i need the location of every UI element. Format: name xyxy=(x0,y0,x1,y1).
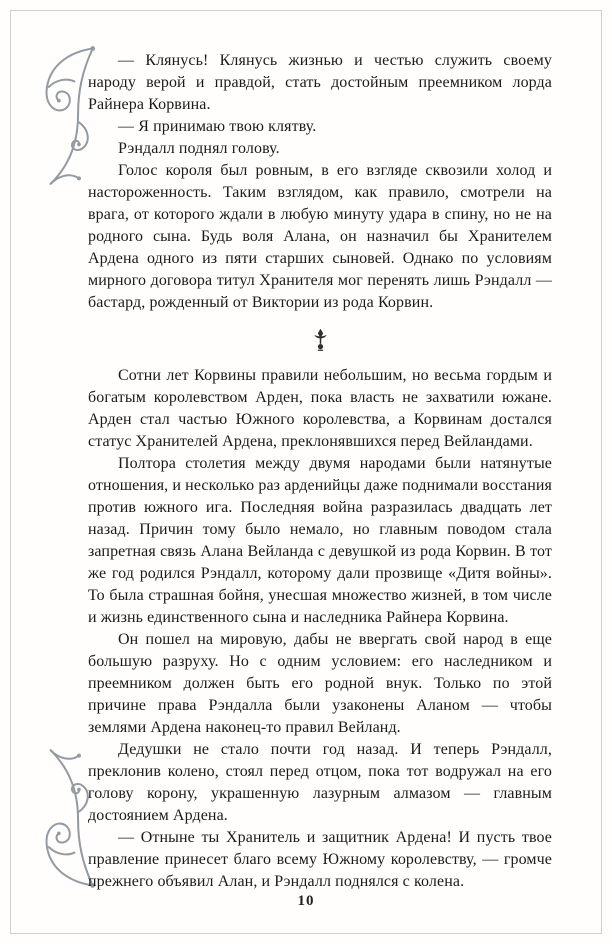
paragraph: Голос короля был ровным, в его взгляде сквозили холод и настороженность. Таким взглядом, как правило, смотрели на врага, от которого ждали в любую минуту удара в спину, но не на родного сына. Будь воля Алана, он назначил бы Хранителем Ардена одного из пяти старших сыновей. Однако по условиям мирного договора титул Хранителя мог перенять лишь Рэндалл — бастард, рожденный от Виктории из рода Корвин. xyxy=(88,162,552,311)
page-number: 10 xyxy=(297,893,315,909)
paragraph-dialogue: — Отныне ты Хранитель и защитник Ардена! И пусть твое правление принесет благо всему Южному королевству, — громче прежнего объявил Алан, и Рэндалл поднялся с колена. xyxy=(88,829,552,890)
paragraph: Сотни лет Корвины правили небольшим, но весьма гордым и богатым королевством Арден, пока власть не захватили южане. Арден стал частью Южного королевства, а Корвинам достался статус Хранителей Ардена, преклонявшихся перед Вейландами. xyxy=(88,367,552,450)
page-text xyxy=(88,50,552,893)
paragraph-dialogue: — Я принимаю твою клятву. xyxy=(118,118,317,135)
fleuron-divider-icon xyxy=(312,327,329,353)
paragraph: Рэндалл поднял голову. xyxy=(118,140,280,157)
paragraph: Полтора столетия между двумя народами были натянутые отношения, и несколько раз арденийцы даже поднимали восстания против южного ига. Последняя война разразилась двадцать лет назад. Причин тому было немало, но главным поводом стала запретная связь Алана Вейланда с девушкой из рода Корвин. В тот же год родился Рэндалл, которому дали прозвище «Дитя войны». То была страшная бойня, унесшая множество жизней, в том числе и жизнь единственного сына и наследника Райнера Корвина. xyxy=(88,455,552,626)
paragraph: Он пошел на мировую, дабы не ввергать свой народ в еще большую разруху. Но с одним условием: его наследником и преемником должен быть его родной внук. Только по этой причине права Рэндалла были узаконены Аланом — чтобы землями Ардена наконец-то правил Вейланд. xyxy=(88,631,552,736)
paragraph: Дедушки не стало почти год назад. И теперь Рэндалл, преклонив колено, стоял перед отцом, пока тот водружал на его голову корону, украшенную лазурным алмазом — главным достоянием Ардена. xyxy=(88,741,552,824)
paragraph-dialogue: — Клянусь! Клянусь жизнью и честью служить своему народу верой и правдой, стать достойным преемником лорда Райнера Корвина. xyxy=(88,52,552,113)
section-divider xyxy=(88,327,552,353)
